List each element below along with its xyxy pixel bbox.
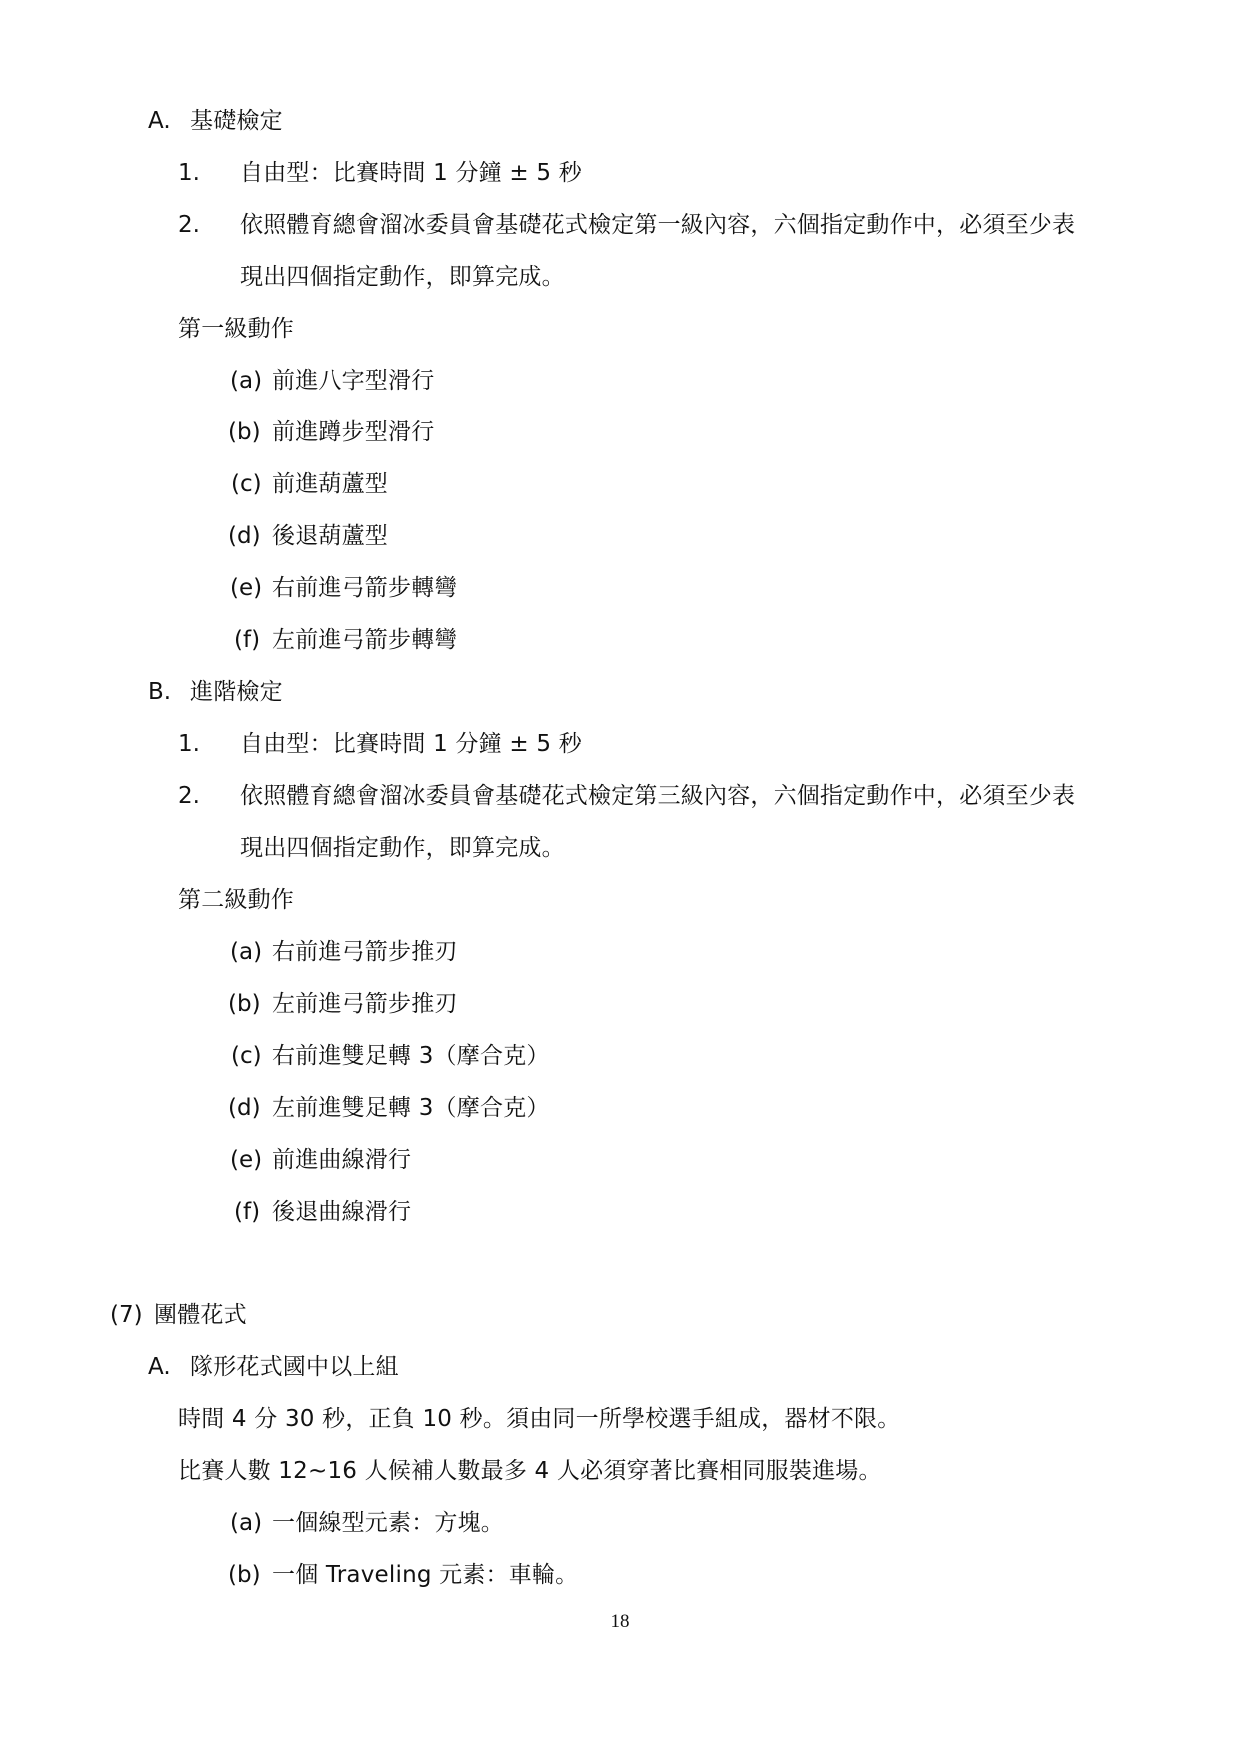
section-a-item-1-marker: 1. — [178, 160, 200, 186]
section-b-title: 進階檢定 — [190, 679, 283, 705]
section-7-element-a-marker: (a) — [230, 1510, 263, 1536]
section-b-move-a-text: 右前進弓箭步推刃 — [272, 939, 458, 965]
section-b-move-b-marker: (b) — [228, 991, 261, 1017]
section-7-sub-a-title: 隊形花式國中以上組 — [190, 1354, 399, 1380]
section-b-move-c-text: 右前進雙足轉 3（摩合克） — [272, 1043, 550, 1069]
section-b-move-c-marker: (c) — [231, 1043, 262, 1069]
section-7-paragraph-1: 時間 4 分 30 秒，正負 10 秒。須由同一所學校選手組成，器材不限。 — [178, 1406, 901, 1432]
section-7-element-a-text: 一個線型元素：方塊。 — [272, 1510, 504, 1536]
section-a-move-f-text: 左前進弓箭步轉彎 — [272, 627, 458, 653]
section-a-level-heading: 第一級動作 — [178, 316, 294, 342]
section-a-move-b-marker: (b) — [228, 419, 261, 445]
section-a-item-2-continuation: 現出四個指定動作，即算完成。 — [240, 264, 565, 290]
section-a-move-d-text: 後退葫蘆型 — [272, 523, 388, 549]
section-b-move-d-text: 左前進雙足轉 3（摩合克） — [272, 1095, 550, 1121]
section-a-item-1-text: 自由型：比賽時間 1 分鐘 ± 5 秒 — [240, 160, 582, 186]
section-b-level-heading: 第二級動作 — [178, 887, 294, 913]
section-7-sub-a-marker: A. — [148, 1354, 171, 1380]
section-7-element-b-marker: (b) — [228, 1562, 261, 1588]
section-b-item-1-text: 自由型：比賽時間 1 分鐘 ± 5 秒 — [240, 731, 582, 757]
section-a-move-a-marker: (a) — [230, 368, 263, 394]
section-b-move-d-marker: (d) — [228, 1095, 261, 1121]
section-b-move-f-text: 後退曲線滑行 — [272, 1199, 412, 1225]
section-b-move-e-text: 前進曲線滑行 — [272, 1147, 412, 1173]
section-b-move-f-marker: (f) — [234, 1199, 261, 1225]
section-a-item-2-marker: 2. — [178, 212, 200, 238]
section-a-move-c-text: 前進葫蘆型 — [272, 471, 388, 497]
page-number: 18 — [610, 1611, 630, 1632]
section-a-move-c-marker: (c) — [231, 471, 262, 497]
section-7-paragraph-2: 比賽人數 12~16 人候補人數最多 4 人必須穿著比賽相同服裝進場。 — [178, 1458, 882, 1484]
section-b-move-b-text: 左前進弓箭步推刃 — [272, 991, 458, 1017]
section-b-item-2-continuation: 現出四個指定動作，即算完成。 — [240, 835, 565, 861]
section-b-move-e-marker: (e) — [230, 1147, 263, 1173]
section-a-title: 基礎檢定 — [190, 108, 283, 134]
section-a-item-2-text: 依照體育總會溜冰委員會基礎花式檢定第一級內容，六個指定動作中，必須至少表 — [240, 212, 1076, 238]
section-7-element-b-text: 一個 Traveling 元素：車輪。 — [272, 1562, 579, 1588]
section-b-move-a-marker: (a) — [230, 939, 263, 965]
section-a-move-f-marker: (f) — [234, 627, 261, 653]
section-a-move-b-text: 前進蹲步型滑行 — [272, 419, 435, 445]
section-a-move-e-marker: (e) — [230, 575, 263, 601]
section-a-move-d-marker: (d) — [228, 523, 261, 549]
section-b-marker: B. — [148, 679, 172, 705]
section-b-item-2-marker: 2. — [178, 783, 200, 809]
section-a-move-a-text: 前進八字型滑行 — [272, 368, 435, 394]
section-7-marker: (7) — [110, 1302, 143, 1328]
section-a-marker: A. — [148, 108, 171, 134]
section-b-item-2-text: 依照體育總會溜冰委員會基礎花式檢定第三級內容，六個指定動作中，必須至少表 — [240, 783, 1076, 809]
section-b-item-1-marker: 1. — [178, 731, 200, 757]
section-a-move-e-text: 右前進弓箭步轉彎 — [272, 575, 458, 601]
section-7-title: 團體花式 — [154, 1302, 247, 1328]
